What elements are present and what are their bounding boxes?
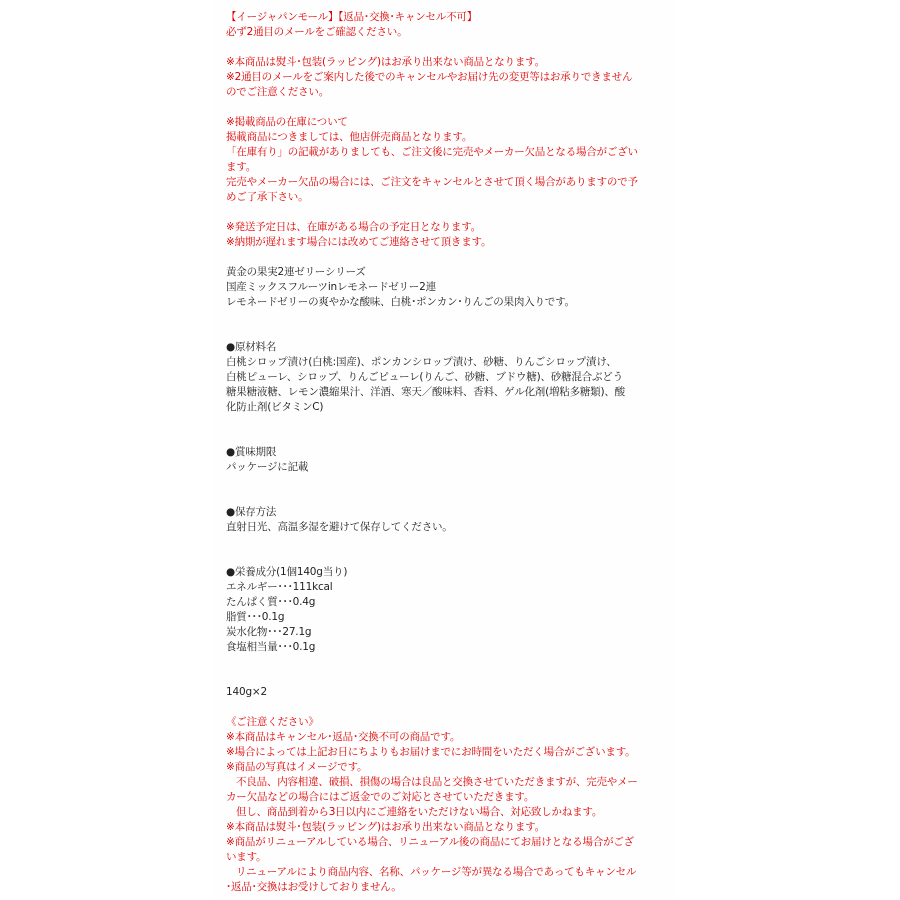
product-description-text: レモネードゼリーの爽やかな酸味、白桃･ポンカン･りんごの果肉入りです。 <box>226 296 575 308</box>
ingredients-text: 白桃ピューレ、シロップ、りんごピューレ(りんご、砂糖、ブドウ糖)、砂糖混合ぶどう <box>226 371 623 383</box>
nutrition-item: たんぱく質･･･0.4g <box>226 596 316 608</box>
storage-heading: ●保存方法 <box>226 506 277 518</box>
spacer <box>226 655 666 670</box>
spacer <box>226 205 666 220</box>
second-email-notice-cont: のでご注意ください。 <box>226 86 329 98</box>
spacer <box>226 415 666 430</box>
spacer <box>226 550 666 565</box>
caution-text: リニューアルにより商品内容、名称、パッケージ等が異なる場合であってもキャンセル <box>236 866 637 878</box>
spacer <box>226 700 666 715</box>
caution-text: ※場合によっては上記お日にちよりもお届けまでにお時間をいただく場合がございます。 <box>226 746 636 758</box>
second-email-notice: ※2通目のメールをご案内した後でのキャンセルやお届け先の変更等はお承りできません <box>226 71 633 83</box>
caution-text: ※本商品は熨斗･包装(ラッピング)はお承り出来ない商品となります。 <box>226 821 545 833</box>
shipping-date-notice: ※発送予定日は、在庫がある場合の予定日となります。 <box>226 221 481 233</box>
spacer <box>226 310 666 325</box>
spacer <box>226 535 666 550</box>
spacer <box>226 250 666 265</box>
best-before-value: パッケージに記載 <box>226 461 309 473</box>
caution-text: 不良品、内容相違、破損、損傷の場合は良品と交換させていただきますが、完売やメー <box>236 776 638 788</box>
spacer <box>226 40 666 55</box>
caution-text: ※商品の写真はイメージです。 <box>226 761 368 773</box>
nutrition-item: エネルギー･･･111kcal <box>226 581 333 593</box>
product-series: 黄金の果実2連ゼリーシリーズ <box>226 266 366 278</box>
caution-text: ※本商品はキャンセル･返品･交換不可の商品です。 <box>226 731 461 743</box>
nutrition-item: 食塩相当量･･･0.1g <box>226 641 316 653</box>
stock-text: ます。 <box>226 161 257 173</box>
product-name: 国産ミックスフルーツinレモネードゼリー2連 <box>226 281 436 293</box>
stock-text: 掲載商品につきましては、他店併売商品となります。 <box>226 131 473 143</box>
caution-text: ※商品がリニューアルしている場合、リニューアル後の商品にてお届けとなる場合がござ <box>226 836 634 848</box>
spacer <box>226 670 666 685</box>
caution-text: 但し、商品到着から3日以内にご連絡をいただけない場合、対応致しかねます。 <box>236 806 603 818</box>
stock-text: 完売やメーカー欠品の場合には、ご注文をキャンセルとさせて頂く場合がありますので予 <box>226 176 638 188</box>
stock-text: めご了承下さい。 <box>226 191 309 203</box>
ingredients-text: 糖果糖液糖、レモン濃縮果汁、洋酒、寒天／酸味料、香料、ゲル化剤(増粘多糖類)、酸 <box>226 386 625 398</box>
nutrition-heading: ●栄養成分(1個140g当り) <box>226 566 348 578</box>
ingredients-text: 化防止剤(ビタミンC) <box>226 401 324 413</box>
delay-notice: ※納期が遅れます場合には改めてご連絡させて頂きます。 <box>226 236 492 248</box>
storage-value: 直射日光、高温多湿を避けて保存してください。 <box>226 521 453 533</box>
email-confirm-notice: 必ず2通目のメールをご確認ください。 <box>226 26 408 38</box>
product-description <box>226 10 666 895</box>
spacer <box>226 475 666 490</box>
stock-heading: ※掲載商品の在庫について <box>226 116 348 128</box>
spacer <box>226 100 666 115</box>
nutrition-item: 脂質･･･0.1g <box>226 611 285 623</box>
wrapping-notice: ※本商品は熨斗･包装(ラッピング)はお承り出来ない商品となります。 <box>226 56 545 68</box>
caution-text: カー欠品などの場合にはご返金でのご対応とさせていただきます。 <box>226 791 535 803</box>
spacer <box>226 325 666 340</box>
shop-header: 【イージャパンモール】【返品･交換･キャンセル不可】 <box>226 11 477 23</box>
nutrition-item: 炭水化物･･･27.1g <box>226 626 312 638</box>
caution-heading: 《ご注意ください》 <box>226 716 319 728</box>
stock-text: 「在庫有り」の記載がありましても、ご注文後に完売やメーカー欠品となる場合がござい <box>226 146 638 158</box>
package-size: 140g×2 <box>226 686 267 698</box>
ingredients-heading: ●原材料名 <box>226 341 277 353</box>
caution-text: います。 <box>226 851 267 863</box>
ingredients-text: 白桃シロップ漬け(白桃:国産)、ポンカンシロップ漬け、砂糖、りんごシロップ漬け、 <box>226 356 617 368</box>
spacer <box>226 490 666 505</box>
caution-text: ･返品･交換はお受けしておりません。 <box>226 881 402 893</box>
spacer <box>226 430 666 445</box>
best-before-heading: ●賞味期限 <box>226 446 277 458</box>
